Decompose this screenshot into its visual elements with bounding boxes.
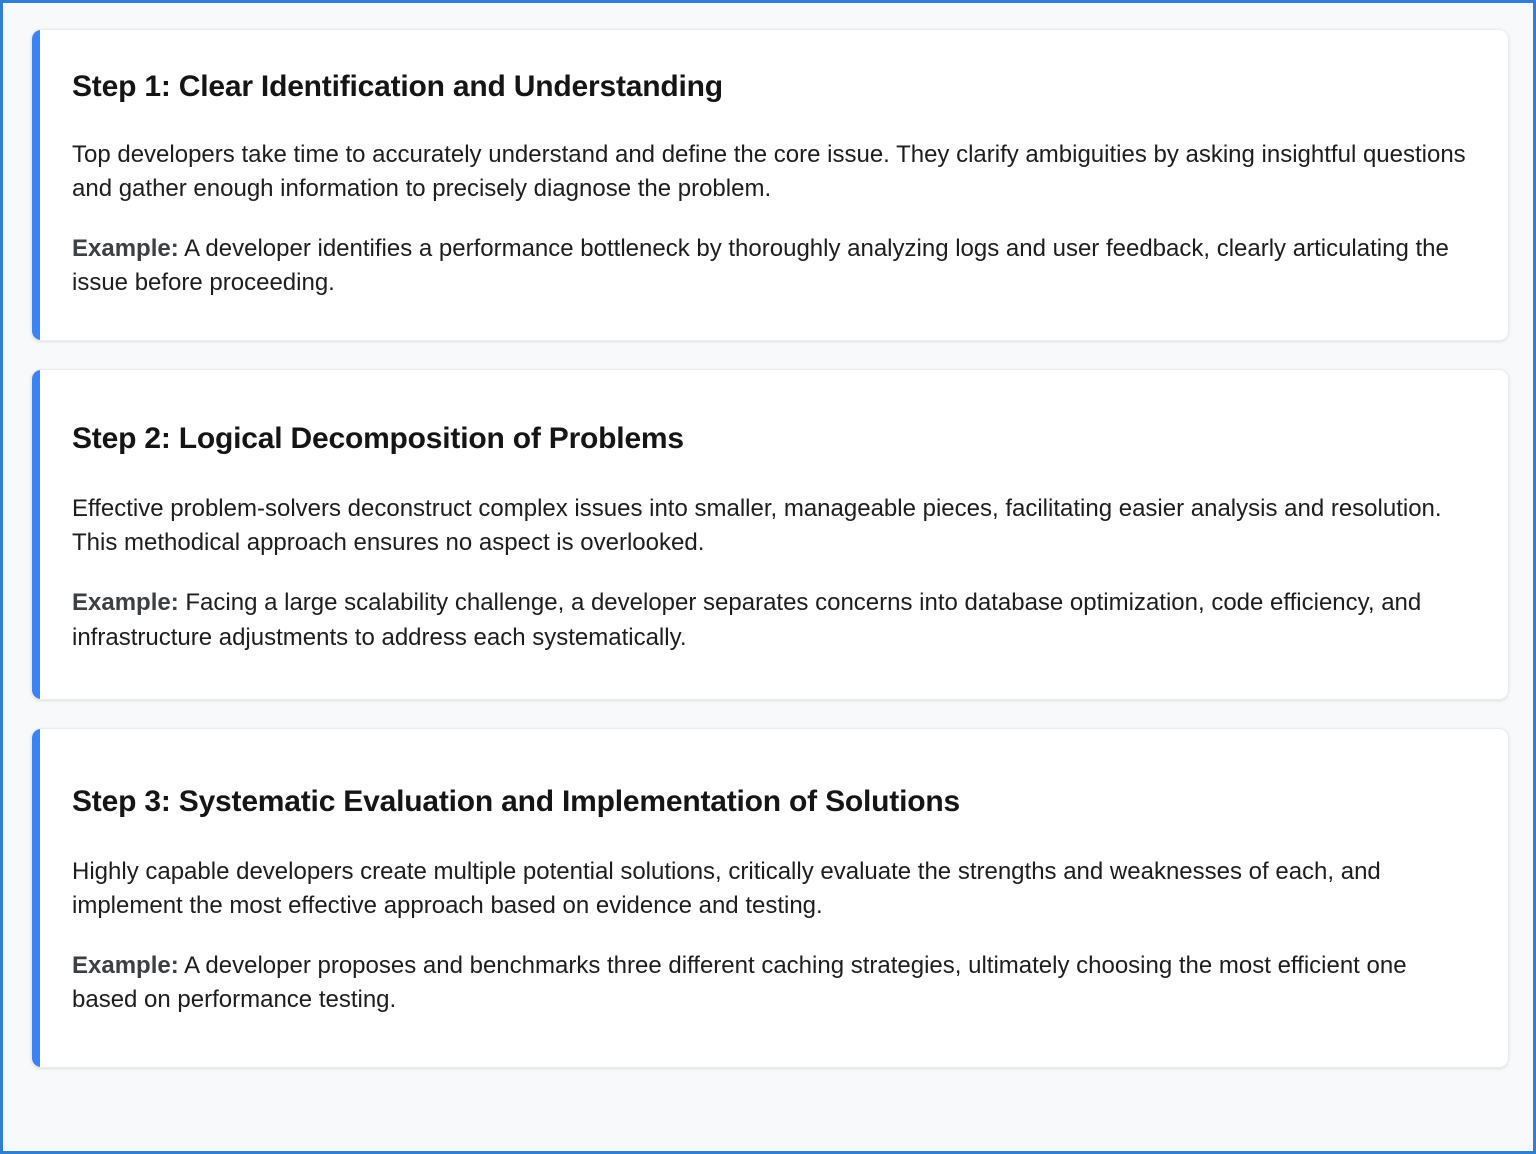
steps-list bbox=[31, 29, 1509, 1068]
step-example bbox=[72, 586, 1466, 654]
example-text: Facing a large scalability challenge, a developer separates concerns into database optimization, code efficiency, and infrastructure adjustments to address each systematically. bbox=[72, 589, 1422, 651]
step-example bbox=[72, 232, 1466, 300]
example-text: A developer proposes and benchmarks three different caching strategies, ultimately choosing the most efficient one based on performance testing. bbox=[72, 951, 1407, 1013]
step-body: Top developers take time to accurately understand and define the core issue. They clarify ambiguities by asking insightful questions and gather enough information to precisely diagnose the problem. bbox=[72, 141, 1466, 203]
example-label: Example: bbox=[72, 235, 179, 263]
step-title: Step 3: Systematic Evaluation and Implementation of Solutions bbox=[72, 784, 960, 818]
example-label: Example: bbox=[72, 951, 179, 979]
step-card-3 bbox=[31, 728, 1509, 1068]
step-body: Highly capable developers create multiple potential solutions, critically evaluate the strengths and weaknesses of each, and implement the most effective approach based on evidence and testing. bbox=[72, 857, 1381, 919]
step-card-1 bbox=[31, 29, 1509, 341]
step-body: Effective problem-solvers deconstruct complex issues into smaller, manageable pieces, facilitating easier analysis and resolution. This methodical approach ensures no aspect is overlooked. bbox=[72, 495, 1442, 557]
step-title: Step 2: Logical Decomposition of Problems bbox=[72, 422, 684, 456]
example-text: A developer identifies a performance bottleneck by thoroughly analyzing logs and user feedback, clearly articulating the issue before proceeding. bbox=[72, 235, 1449, 297]
step-card-2 bbox=[31, 369, 1509, 699]
step-title: Step 1: Clear Identification and Understanding bbox=[72, 70, 723, 103]
example-label: Example: bbox=[72, 589, 179, 617]
step-example bbox=[72, 949, 1466, 1017]
